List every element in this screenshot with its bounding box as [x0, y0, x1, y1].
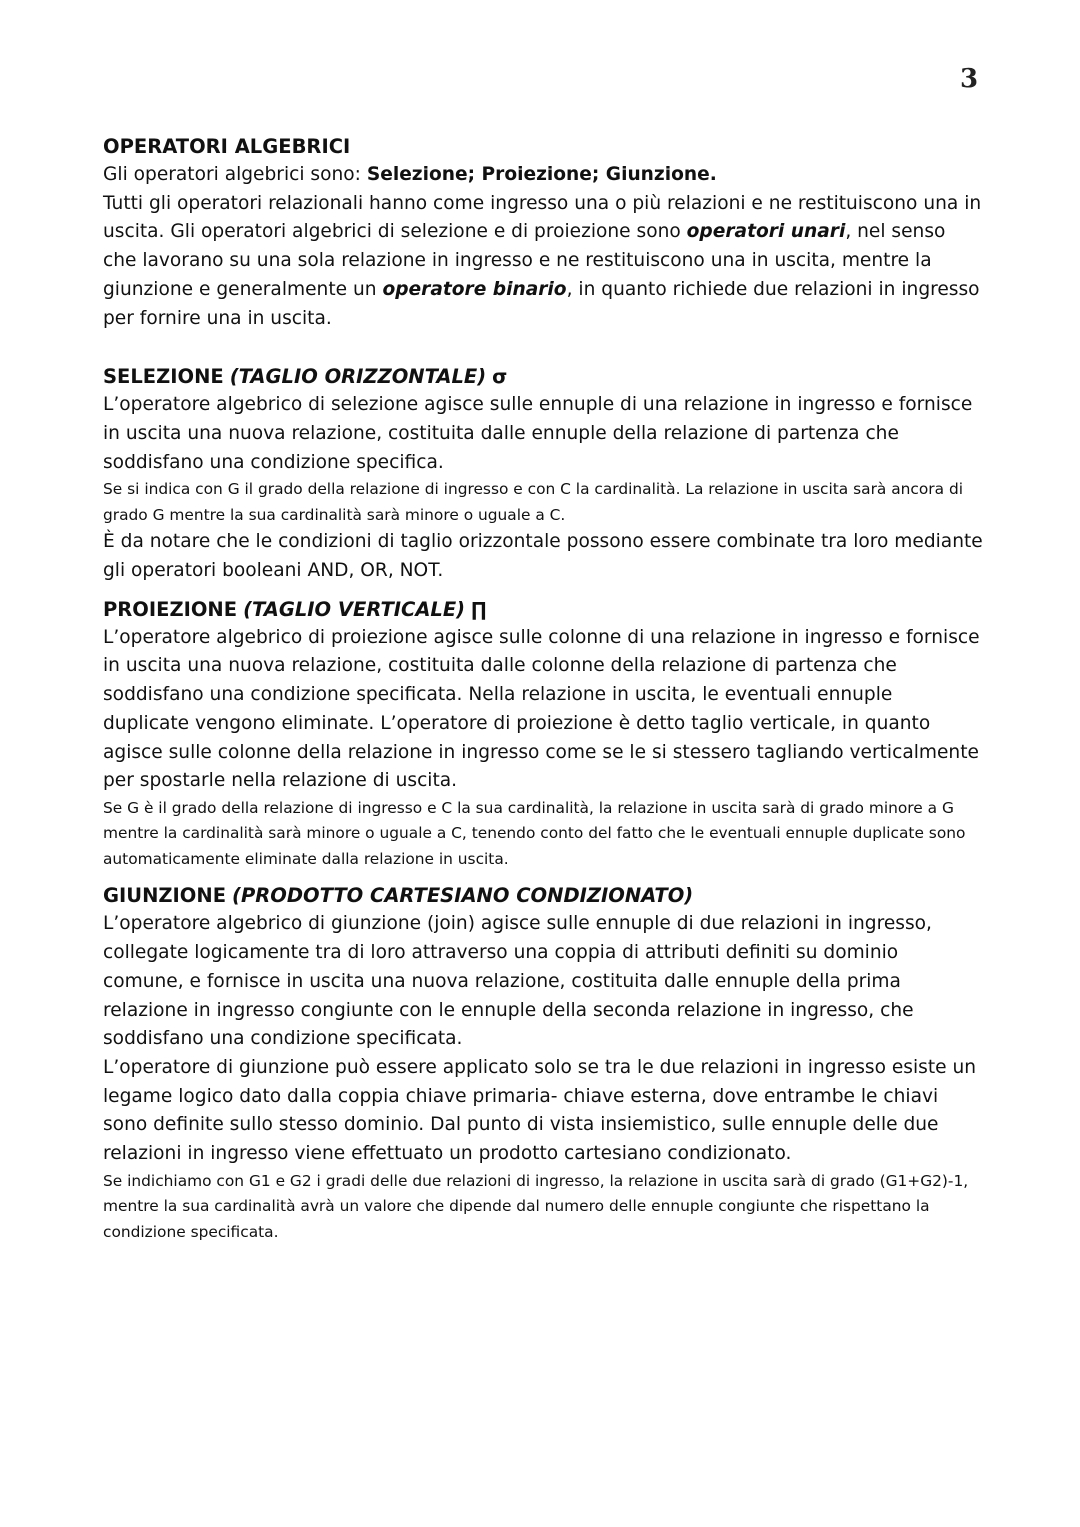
sigma-symbol: σ: [492, 365, 508, 389]
pi-symbol: ∏: [471, 597, 487, 621]
section-subtitle: (TAGLIO VERTICALE): [243, 597, 466, 621]
operators-paragraph: Tutti gli operatori relazionali hanno come ingresso una o più relazioni e ne restituiscono una in uscita. Gli operatori algebrici di selezione e di proiezione sono operatori unari, nel senso che lavorano su una sola relazione in ingresso e ne restituiscono una in uscita, mentre la giunzione e generalmente un operatore binario, in quanto richiede due relazioni in ingresso per fornire una in uscita.: [103, 192, 982, 329]
paragraph: È da notare che le condizioni di taglio orizzontale possono essere combinate tra loro mediante gli operatori booleani AND, OR, NOT.: [103, 531, 983, 582]
note-paragraph: Se G è il grado della relazione di ingresso e C la sua cardinalità, la relazione in uscita sarà di grado minore a G mentre la cardinalità sarà minore o uguale a C, tenendo conto del fatto che le eventuali ennuple duplicate sono automaticamente eliminate dalla relazione in uscita.: [103, 798, 966, 868]
term-operatore-binario: operatore binario: [382, 278, 567, 300]
section-title: SELEZIONE (TAGLIO ORIZZONTALE) σ: [103, 365, 508, 389]
section-subtitle: (TAGLIO ORIZZONTALE): [229, 365, 487, 389]
section-title: GIUNZIONE (PRODOTTO CARTESIANO CONDIZIONATO): [103, 884, 694, 908]
note-paragraph: Se indichiamo con G1 e G2 i gradi delle due relazioni di ingresso, la relazione in uscita sarà di grado (G1+G2)-1, mentre la sua cardinalità avrà un valore che dipende dal numero delle ennuple congiunte che rispettano la condizione specificata.: [103, 1171, 969, 1241]
section-operatori-algebrici: [103, 133, 983, 333]
page-number: 3: [960, 64, 979, 94]
section-proiezione: [103, 596, 983, 873]
section-title: PROIEZIONE (TAGLIO VERTICALE) ∏: [103, 597, 487, 621]
paragraph: L’operatore algebrico di proiezione agisce sulle colonne di una relazione in ingresso e fornisce in uscita una nuova relazione, costituita dalle colonne della relazione di partenza che soddisfano una condizione specificata. Nella relazione in uscita, le eventuali ennuple duplicate vengono eliminate. L’operatore di proiezione è detto taglio verticale, in quanto agisce sulle colonne della relazione in ingresso come se le si stessero tagliando verticalmente per spostarle nella relazione di uscita.: [103, 626, 980, 792]
intro-paragraph: Gli operatori algebrici sono: Selezione; Proiezione; Giunzione.: [103, 164, 717, 185]
note-paragraph: Se si indica con G il grado della relazione di ingresso e con C la cardinalità. La relazione in uscita sarà ancora di grado G mentre la sua cardinalità sarà minore o uguale a C.: [103, 480, 963, 524]
paragraph: L’operatore di giunzione può essere applicato solo se tra le due relazioni in ingresso esiste un legame logico dato dalla coppia chiave primaria- chiave esterna, dove entrambe le chiavi sono definite sullo stesso dominio. Dal punto di vista insiemistico, sulle ennuple delle due relazioni in ingresso viene effettuato un prodotto cartesiano condizionato.: [103, 1056, 977, 1165]
term-operatori-unari: operatori unari: [686, 221, 846, 243]
section-selezione: [103, 363, 983, 586]
paragraph: L’operatore algebrico di selezione agisce sulle ennuple di una relazione in ingresso e fornisce in uscita una nuova relazione, costituita dalle ennuple della relazione di partenza che soddisfano una condizione specifica.: [103, 394, 973, 473]
paragraph: L’operatore algebrico di giunzione (join) agisce sulle ennuple di due relazioni in ingresso, collegate logicamente tra di loro attraverso una coppia di attributi definiti su dominio comune, e fornisce in uscita una nuova relazione, costituita dalle ennuple della prima relazione in ingresso congiunte con le ennuple della seconda relazione in ingresso, che soddisfano una condizione specificata.: [103, 913, 932, 1050]
section-title: OPERATORI ALGEBRICI: [103, 135, 351, 158]
section-subtitle: (PRODOTTO CARTESIANO CONDIZIONATO): [232, 884, 694, 908]
document-body: [103, 133, 983, 1245]
section-giunzione: [103, 882, 983, 1245]
